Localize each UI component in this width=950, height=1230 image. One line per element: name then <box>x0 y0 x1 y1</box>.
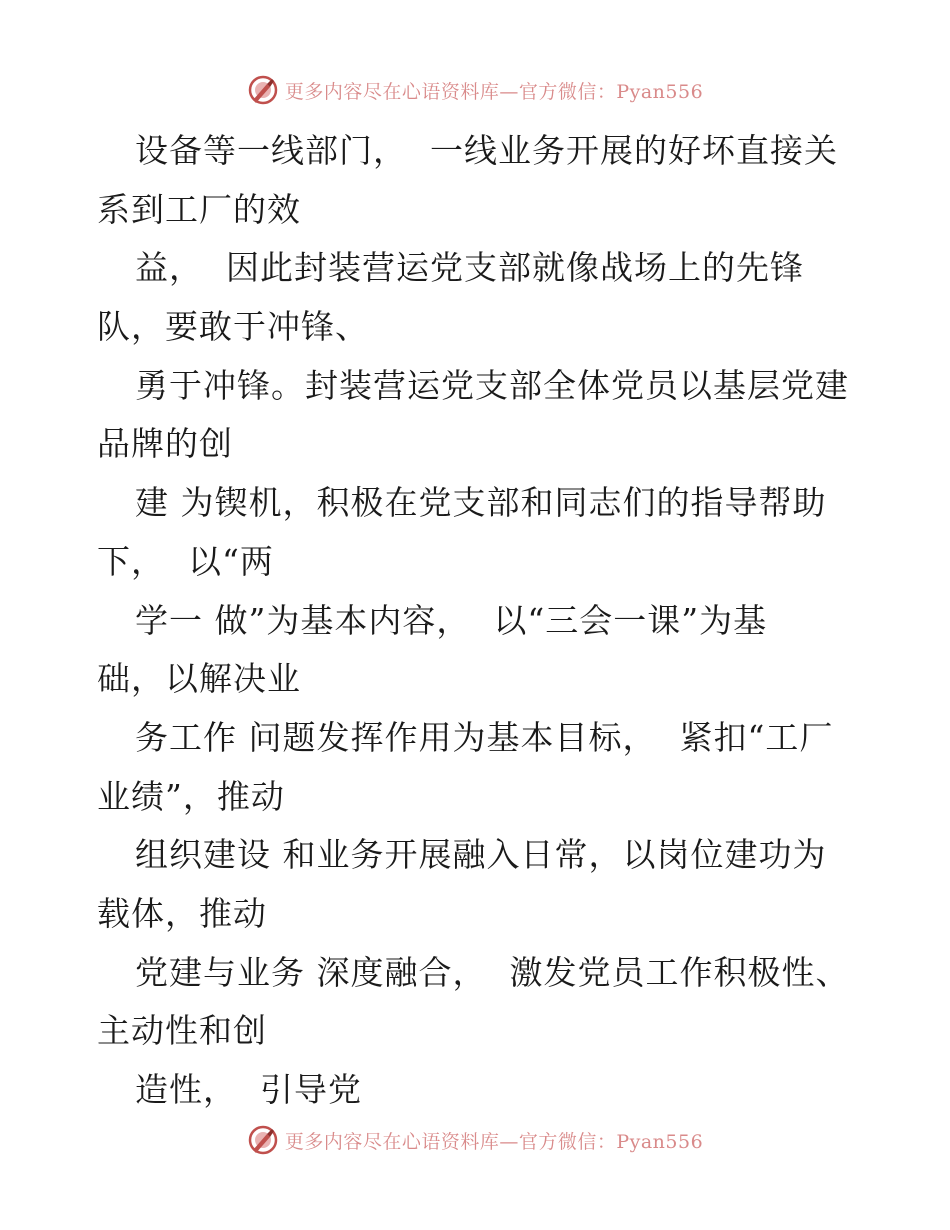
text-line: 载体，推动 <box>97 893 267 933</box>
text-line: 主动性和创 <box>97 1011 267 1051</box>
text-line: 品牌的创 <box>97 424 233 464</box>
text-line: 造性， 引导党 <box>135 1070 362 1109</box>
text-line: 系到工厂的效 <box>97 189 301 229</box>
text-line: 党建与业务 深度融合， 激发党员工作积极性、 <box>135 952 850 992</box>
text-line: 队，要敢于冲锋、 <box>97 307 369 347</box>
pen-seal-logo-icon <box>247 74 279 106</box>
document-body <box>97 122 867 1120</box>
text-line: 建 为锲机，积极在党支部和同志们的指导帮助 <box>135 483 827 523</box>
text-line: 础，以解决业 <box>97 659 301 699</box>
text-line: 学一 做”为基本内容， 以“三会一课”为基 <box>135 600 768 640</box>
header-banner-text: 更多内容尽在心语资料库—官方微信：Pyan556 <box>284 80 704 103</box>
text-line: 组织建设 和业务开展融入日常，以岗位建功为 <box>135 835 827 875</box>
header-banner <box>0 70 950 110</box>
text-line: 务工作 问题发挥作用为基本目标， 紧扣“工厂 <box>135 717 834 757</box>
footer-banner-text: 更多内容尽在心语资料库—官方微信：Pyan556 <box>284 1130 704 1153</box>
text-line: 勇于冲锋。封装营运党支部全体党员以基层党建 <box>135 365 849 405</box>
footer-banner <box>0 1120 950 1160</box>
text-line: 设备等一线部门， 一线业务开展的好坏直接关 <box>135 131 838 170</box>
text-line: 下， 以“两 <box>97 541 274 581</box>
pen-seal-logo-icon <box>247 1124 279 1156</box>
text-line: 业绩”，推动 <box>97 776 285 816</box>
text-line: 益， 因此封装营运党支部就像战场上的先锋 <box>135 248 804 288</box>
